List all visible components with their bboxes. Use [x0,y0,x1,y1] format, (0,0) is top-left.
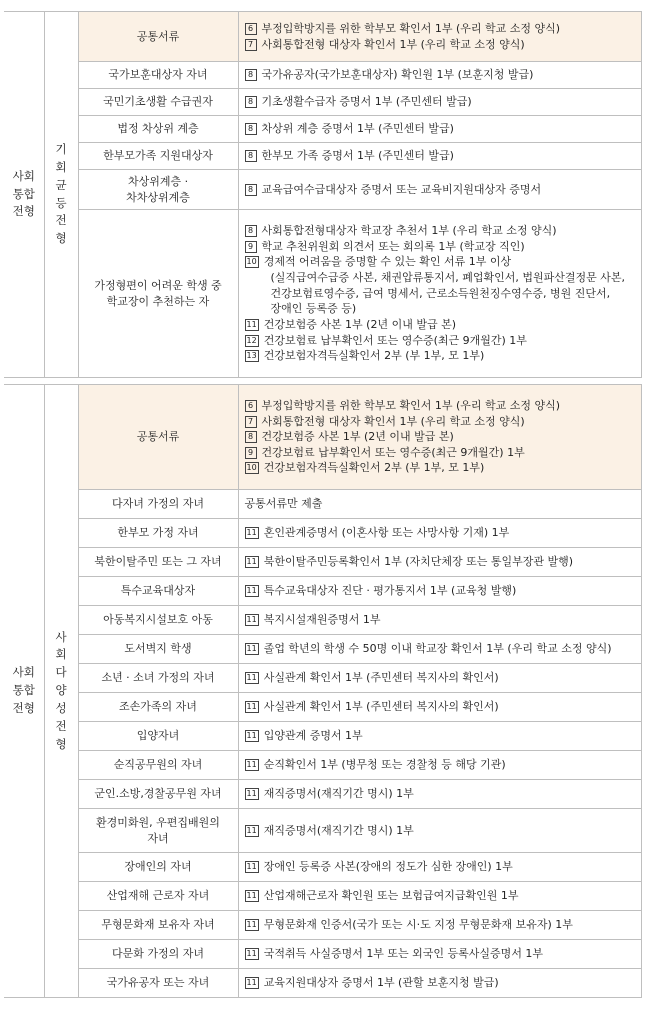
document-line [245,823,636,839]
document-line [245,917,636,933]
item-number-badge: 6 [245,400,257,412]
document-line [245,21,636,37]
documents-cell [238,911,642,940]
documents-cell [238,519,642,548]
track-label-char: 다 [55,665,67,680]
document-line [245,94,636,110]
document-line [245,786,636,802]
major-category-label [13,664,35,717]
document-text: 국적취득 사실증명서 1부 또는 외국인 등록사실증명서 1부 [263,947,544,961]
category-label: 공통서류 [136,430,180,444]
category-label: 한부모 가정 자녀 [117,526,199,540]
documents-cell [238,780,642,809]
track-label-char: 회 [55,647,67,662]
category-cell [78,490,238,519]
track-label-char: 회 [55,159,67,174]
table-row [4,780,642,809]
document-line [245,554,636,570]
documents-cell [238,210,642,378]
table-row [4,969,642,998]
item-number-badge: 11 [246,920,257,930]
document-text: 재직증명서(재직기간 명시) 1부 [263,823,414,837]
table-row [4,490,642,519]
documents-cell [238,490,642,519]
item-number-badge: 11 [246,789,257,799]
document-text: 복지시설재원증명서 1부 [263,613,381,627]
category-label: 공통서류 [136,29,180,43]
document-text: 사실관계 확인서 1부 (주민센터 복지사의 확인서) [263,700,499,714]
category-label: 북한이탈주민 또는 그 자녀 [94,555,222,569]
table-row [4,548,642,577]
documents-cell [238,809,642,853]
item-number-badge: 11 [246,760,257,770]
category-cell [78,143,238,170]
major-category-label-char: 사회 [12,665,35,680]
table-row [4,116,642,143]
document-text: 특수교육대상자 진단 · 평가통지서 1부 (교육청 발행) [263,584,517,598]
category-cell [78,548,238,577]
document-line [245,641,636,657]
table-row [4,809,642,853]
document-line [245,612,636,628]
track-label-char: 전 [55,213,67,228]
documents-cell [238,722,642,751]
document-line [245,301,636,317]
category-label: 산업재해 근로자 자녀 [106,889,210,903]
documents-cell [238,12,642,62]
major-category-label-char: 통합 [12,186,35,201]
category-label: 법정 차상위 계층 [117,122,199,136]
document-line [245,414,636,430]
document-requirements-table [4,11,642,998]
table-row [4,911,642,940]
item-number-badge: 11 [246,673,257,683]
category-label: 특수교육대상자 [120,584,196,598]
category-cell [78,911,238,940]
document-line [245,223,636,239]
table-row [4,577,642,606]
item-number-badge: 10 [246,463,257,473]
major-category-label-char: 전형 [12,204,35,219]
category-label: 입양자녀 [136,729,180,743]
document-line [245,254,636,270]
major-category-cell [4,12,44,378]
track-label-char: 등 [55,195,67,210]
document-line [245,975,636,991]
documents-cell [238,751,642,780]
item-number-badge: 7 [245,39,257,51]
item-number-badge: 8 [245,123,257,135]
item-number-badge: 11 [246,644,257,654]
document-line [245,757,636,773]
table-row [4,606,642,635]
document-text: 건강보험료 납부확인서 또는 영수증(최근 9개월간) 1부 [263,333,527,347]
documents-cell [238,62,642,89]
table-row [4,853,642,882]
documents-cell [238,89,642,116]
category-label: 차상위계층 · [127,175,189,189]
document-text: (실직급여수급증 사본, 채권압류통지서, 폐업확인서, 법원파산결정문 사본, [270,271,626,285]
category-label: 순직공무원의 자녀 [113,758,203,772]
track-label-char: 성 [55,700,67,715]
category-cell [78,12,238,62]
table-row [4,519,642,548]
document-line [245,182,636,198]
category-label: 다자녀 가정의 자녀 [111,497,204,511]
document-text: 국가유공자(국가보훈대상자) 확인원 1부 (보훈지청 발급) [261,68,534,82]
track-cell [44,385,78,998]
document-text: 장애인 등록증 사본(장애의 정도가 심한 장애인) 1부 [263,860,513,874]
major-category-label-char: 통합 [12,683,35,698]
category-label: 학교장이 추천하는 자 [106,294,210,308]
document-text: 교육지원대상자 증명서 1부 (관할 보훈지청 발급) [263,976,499,990]
track-label [55,141,66,248]
table-row [4,62,642,89]
document-text: 경제적 어려움을 증명할 수 있는 확인 서류 1부 이상 [263,255,512,269]
category-cell [78,89,238,116]
track-label-char: 사 [55,629,67,644]
category-label: 한부모가족 지원대상자 [103,149,213,163]
category-cell [78,606,238,635]
document-line [245,148,636,164]
category-label: 국가유공자 또는 자녀 [106,976,210,990]
item-number-badge: 8 [245,225,257,237]
document-text: 산업재해근로자 확인원 또는 보험급여지급확인원 1부 [263,889,519,903]
table-row [4,722,642,751]
item-number-badge: 8 [245,150,257,162]
documents-cell [238,969,642,998]
category-cell [78,664,238,693]
documents-cell [238,882,642,911]
section-separator [4,378,642,385]
document-text: 건강보험증 사본 1부 (2년 이내 발급 본) [263,317,457,331]
document-text: 부정입학방지를 위한 학부모 확인서 1부 (우리 학교 소정 양식) [261,21,561,35]
category-label: 다문화 가정의 자녀 [111,947,204,961]
document-line [245,460,636,476]
item-number-badge: 6 [245,23,257,35]
table-row [4,940,642,969]
document-line [245,270,636,286]
document-line [245,699,636,715]
document-line [245,946,636,962]
item-number-badge: 11 [246,825,257,835]
document-text: 혼인관계증명서 (이혼사항 또는 사망사항 기재) 1부 [263,526,510,540]
item-number-badge: 10 [246,257,257,267]
item-number-badge: 11 [246,586,257,596]
category-cell [78,62,238,89]
document-line [245,398,636,414]
category-label: 아동복지시설보호 아동 [103,613,213,627]
document-text: 교육급여수급대상자 증명서 또는 교육비지원대상자 증명서 [261,182,542,196]
category-cell [78,577,238,606]
documents-cell [238,606,642,635]
category-cell [78,809,238,853]
document-text: 장애인 등록증 등) [270,302,357,316]
item-number-badge: 11 [246,862,257,872]
item-number-badge: 11 [246,319,257,329]
category-label: 조손가족의 자녀 [119,700,197,714]
category-cell [78,519,238,548]
major-category-label [13,168,35,221]
document-text: 차상위 계층 증명서 1부 (주민센터 발급) [261,122,454,136]
document-line [245,67,636,83]
table-row [4,751,642,780]
document-line [245,333,636,349]
item-number-badge: 11 [246,702,257,712]
document-text: 건강보험료 납부확인서 또는 영수증(최근 9개월간) 1부 [261,445,525,459]
category-cell [78,385,238,490]
item-number-badge: 11 [246,528,257,538]
table-row [4,635,642,664]
document-line [245,121,636,137]
document-line [245,888,636,904]
track-label-char: 기 [55,142,67,157]
documents-cell [238,385,642,490]
category-label: 국민기초생활 수급권자 [103,95,213,109]
item-number-badge: 9 [245,241,257,253]
item-number-badge: 7 [245,416,257,428]
category-cell [78,722,238,751]
track-label-char: 형 [55,736,67,751]
category-cell [78,780,238,809]
item-number-badge: 11 [246,615,257,625]
category-label: 자녀 [147,831,169,845]
document-text: 건강보험증 사본 1부 (2년 이내 발급 본) [261,430,454,444]
document-text: 북한이탈주민등록확인서 1부 (자치단체장 또는 통일부장관 발행) [263,555,574,569]
document-line [245,348,636,364]
documents-cell [238,693,642,722]
category-cell [78,940,238,969]
category-cell [78,170,238,210]
document-text: 부정입학방지를 위한 학부모 확인서 1부 (우리 학교 소정 양식) [261,398,561,412]
document-line [245,445,636,461]
item-number-badge: 8 [245,69,257,81]
track-cell [44,12,78,378]
category-cell [78,969,238,998]
item-number-badge: 9 [245,447,257,459]
category-label: 국가보훈대상자 자녀 [108,68,208,82]
document-line [245,670,636,686]
item-number-badge: 11 [246,949,257,959]
documents-cell [238,577,642,606]
category-cell [78,693,238,722]
table-body [4,12,642,998]
category-label: 가정형편이 어려운 학생 중 [94,279,222,293]
table-row [4,170,642,210]
table-row [4,664,642,693]
document-line [245,239,636,255]
document-text: 한부모 가족 증명서 1부 (주민센터 발급) [261,149,454,163]
major-category-label-char: 사회 [12,168,35,183]
item-number-badge: 11 [246,731,257,741]
item-number-badge: 8 [245,431,257,443]
category-cell [78,116,238,143]
documents-cell [238,116,642,143]
table-row [4,882,642,911]
document-text: 기초생활수급자 증명서 1부 (주민센터 발급) [261,95,472,109]
major-category-cell [4,385,44,998]
document-text: 무형문화재 인증서(국가 또는 시·도 지정 무형문화재 보유자) 1부 [263,918,573,932]
documents-cell [238,940,642,969]
category-label: 장애인의 자녀 [124,860,192,874]
major-category-label-char: 전형 [12,700,35,715]
document-line [245,286,636,302]
category-cell [78,853,238,882]
item-number-badge: 11 [246,891,257,901]
category-cell [78,882,238,911]
document-line [245,859,636,875]
table-row [4,89,642,116]
document-text: 건강보험료영수증, 급여 명세서, 근로소득원천징수영수증, 병원 진단서, [270,286,611,300]
track-label-char: 양 [55,683,67,698]
item-number-badge: 8 [245,184,257,196]
category-label: 군인.소방,경찰공무원 자녀 [94,787,222,801]
document-text: 학교 추천위원회 의견서 또는 회의록 1부 (학교장 직인) [261,239,525,253]
table-row [4,693,642,722]
track-label [55,629,66,754]
document-line [245,429,636,445]
documents-cell [238,548,642,577]
item-number-badge: 11 [246,557,257,567]
document-text: 사회통합전형 대상자 확인서 1부 (우리 학교 소정 양식) [261,37,525,51]
documents-cell [238,853,642,882]
item-number-badge: 12 [246,335,257,345]
document-line: 공통서류만 제출 [244,497,323,511]
document-text: 재직증명서(재직기간 명시) 1부 [263,787,414,801]
document-text: 사회통합전형 대상자 확인서 1부 (우리 학교 소정 양식) [261,414,525,428]
document-text: 건강보험자격득실확인서 2부 (부 1부, 모 1부) [263,461,485,475]
category-label: 무형문화재 보유자 자녀 [101,918,215,932]
track-label-char: 균 [55,177,67,192]
category-label: 차차상위계층 [126,190,190,204]
document-line [245,525,636,541]
documents-cell [238,635,642,664]
track-label-char: 형 [55,231,67,246]
document-line [245,728,636,744]
track-label-char: 전 [55,718,67,733]
item-number-badge: 11 [246,978,257,988]
item-number-badge: 13 [246,351,257,361]
table-row [4,143,642,170]
category-label: 소년 · 소녀 가정의 자녀 [101,671,215,685]
document-line [245,583,636,599]
documents-cell [238,143,642,170]
document-line [245,317,636,333]
document-text: 건강보험자격득실확인서 2부 (부 1부, 모 1부) [263,349,485,363]
table-row [4,12,642,62]
documents-cell [238,664,642,693]
table-row [4,210,642,378]
category-label: 도서벽지 학생 [124,642,192,656]
document-line [245,37,636,53]
category-cell [78,210,238,378]
document-text: 졸업 학년의 학생 수 50명 이내 학교장 확인서 1부 (우리 학교 소정 양식) [263,642,612,656]
category-cell [78,751,238,780]
category-label: 환경미화원, 우편집배원의 [96,816,220,830]
document-text: 입양관계 증명서 1부 [263,729,363,743]
documents-cell [238,170,642,210]
item-number-badge: 8 [245,96,257,108]
document-text: 사회통합전형대상자 학교장 추천서 1부 (우리 학교 소정 양식) [261,224,557,238]
table-row [4,385,642,490]
document-text: 사실관계 확인서 1부 (주민센터 복지사의 확인서) [263,671,499,685]
category-cell [78,635,238,664]
document-text: 순직확인서 1부 (병무청 또는 경찰청 등 해당 기관) [263,758,506,772]
